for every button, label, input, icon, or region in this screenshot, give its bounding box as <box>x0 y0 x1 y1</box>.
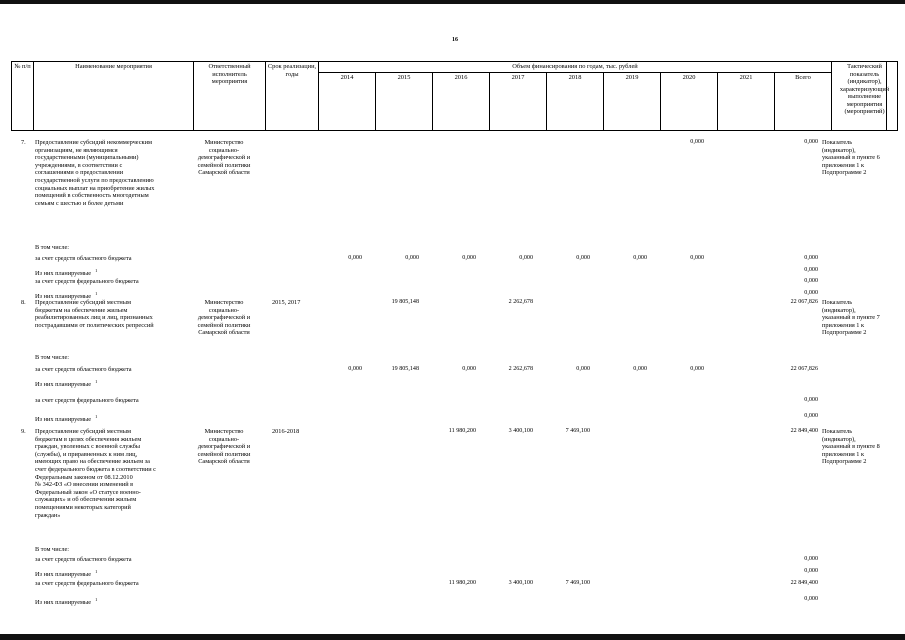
col-indicator: Тактический показатель (индикатор), характеризующий выполнение мероприятия (мероприятий) <box>832 62 898 131</box>
row-indicator-line: приложения 1 к <box>822 321 865 329</box>
row-indicator-line: (индикатор), <box>822 435 856 443</box>
footnote-mark: 1 <box>95 379 98 384</box>
row-name-line: помещений в собственность многодетным <box>35 192 149 200</box>
row-name-line: Предоставление субсидий некоммерческим <box>35 139 152 146</box>
sub-row-label: за счет средств федерального бюджета <box>35 397 139 404</box>
row-value-2018: 7 469,100 <box>565 428 590 434</box>
row-executor-line: семейной политики <box>197 321 251 329</box>
sub-row-value-total: 0,000 <box>804 290 818 296</box>
row-executor-line: Министерство <box>204 299 244 306</box>
sub-row-value-2016: 0,000 <box>462 255 476 261</box>
row-name-line: семьям с шестью и более детьми <box>35 199 124 207</box>
row-executor-line: семейной политики <box>197 450 251 458</box>
row-value-2020: 0,000 <box>690 139 704 145</box>
row-value-total: 22 849,400 <box>790 428 818 434</box>
sub-row-value-total: 0,000 <box>804 397 818 403</box>
row-indicator-line: приложения 1 к <box>822 450 865 458</box>
year-2019: 2019 <box>604 72 661 130</box>
col-funding: Объем финансирования по годам, тыс. рублей <box>319 62 832 73</box>
row-executor-line: Министерство <box>204 428 244 435</box>
sub-row-value-2015: 0,000 <box>405 255 419 261</box>
row-value-total: 22 067,826 <box>790 299 818 305</box>
row-name-line: Федеральный закон «О статусе военно- <box>35 488 141 496</box>
row-name-line: учреждениями, в соответствии с <box>35 161 123 169</box>
row-executor-line: Министерство <box>204 139 244 146</box>
sub-row-label: за счет средств федерального бюджета <box>35 278 139 285</box>
row-name-line: соглашениями о предоставлении <box>35 169 124 177</box>
year-2018: 2018 <box>547 72 604 130</box>
row-number: 8. <box>21 299 26 306</box>
row-indicator-line: Подпрограмме 2 <box>822 169 867 177</box>
row-value-2016: 11 980,200 <box>448 428 476 434</box>
sub-row-value-total: 22 849,400 <box>790 580 818 586</box>
row-name-line: бюджетам на обеспечение жильем <box>35 306 128 314</box>
row-name-line: Предоставление субсидий местным <box>35 299 132 306</box>
row-executor-line: демографической и <box>197 154 251 162</box>
row-name-line: социальных выплат на приобретение жилых <box>35 184 155 192</box>
sub-row-label: за счет средств федерального бюджета <box>35 580 139 587</box>
sub-row-label: В том числе: <box>35 354 70 361</box>
sub-row-label: В том числе: <box>35 244 70 251</box>
row-executor-line: социально- <box>208 306 240 314</box>
table-right-rule <box>886 61 887 131</box>
footnote-mark: 1 <box>95 291 98 296</box>
sub-row-value-total: 0,000 <box>804 413 818 419</box>
sub-row-label: Из них планируемые $^1$ <box>35 597 98 607</box>
row-executor-line: семейной политики <box>197 161 251 169</box>
sub-row-label: Из них планируемые $^1$ <box>35 268 98 278</box>
row-name-line: имеющих право на обеспечение жильем за <box>35 458 150 466</box>
footnote-mark: 1 <box>95 569 98 574</box>
sub-row-label: за счет средств областного бюджета <box>35 255 132 262</box>
sub-row-value-total: 0,000 <box>804 255 818 261</box>
year-2020: 2020 <box>661 72 718 130</box>
sub-row-value-2020: 0,000 <box>690 255 704 261</box>
row-value-total: 0,000 <box>804 139 818 145</box>
col-term: Срок реализации, годы <box>266 62 319 131</box>
row-term: 2016-2018 <box>272 428 300 435</box>
sub-row-value-2016: 0,000 <box>462 366 476 372</box>
row-value-2017: 3 400,100 <box>508 428 533 434</box>
sub-row-value-total: 0,000 <box>804 267 818 273</box>
sub-row-value-2019: 0,000 <box>633 255 647 261</box>
row-indicator-line: (индикатор), <box>822 306 856 314</box>
row-executor-line: социально- <box>208 435 240 443</box>
row-term: 2015, 2017 <box>272 299 301 306</box>
row-indicator-line: указанный в пункте 6 <box>822 154 880 162</box>
row-indicator-line: Показатель <box>822 299 853 306</box>
row-name-line: служащих» и об обеспечении жильем <box>35 496 137 504</box>
row-executor-line: Самарской области <box>198 169 250 177</box>
col-executor: Ответственный исполнитель мероприятия <box>194 62 266 131</box>
year-2015: 2015 <box>376 72 433 130</box>
sub-row-value-total: 0,000 <box>804 556 818 562</box>
row-value-2017: 2 262,678 <box>508 299 533 305</box>
row-name-line: помещениями некоторых категорий <box>35 504 131 511</box>
sub-row-value-2019: 0,000 <box>633 366 647 372</box>
row-indicator-line: Показатель <box>822 428 853 435</box>
row-indicator-line: Подпрограмме 2 <box>822 458 867 466</box>
sub-row-value-2014: 0,000 <box>348 255 362 261</box>
row-executor-line: Самарской области <box>198 329 250 337</box>
row-name-line: граждан, уволенных с военной службы <box>35 443 141 451</box>
col-no: № п/п <box>12 62 34 131</box>
sub-row-value-2017: 2 262,678 <box>508 366 533 372</box>
sub-row-label: В том числе: <box>35 546 70 553</box>
top-border <box>0 0 905 4</box>
col-name: Наименование мероприятия <box>34 62 194 131</box>
sub-row-value-2018: 0,000 <box>576 255 590 261</box>
row-name-line: организациям, не являющимся <box>35 146 118 154</box>
sub-row-value-2020: 0,000 <box>690 366 704 372</box>
page-number: 16 <box>452 37 458 43</box>
row-name-line: (службы), и приравненных к ним лиц, <box>35 450 138 458</box>
row-executor-line: демографической и <box>197 443 251 451</box>
year-2014: 2014 <box>319 72 376 130</box>
sub-row-value-total: 0,000 <box>804 278 818 284</box>
row-indicator-line: указанный в пункте 7 <box>822 314 880 322</box>
bottom-border <box>0 634 905 640</box>
sub-row-value-2014: 0,000 <box>348 366 362 372</box>
row-name-line: № 342-ФЗ «О внесении изменений в <box>35 481 134 489</box>
year-2017: 2017 <box>490 72 547 130</box>
sub-row-value-2015: 19 805,148 <box>391 366 419 372</box>
row-indicator-line: приложения 1 к <box>822 161 865 169</box>
row-indicator-line: Показатель <box>822 139 853 146</box>
footnote-mark: 1 <box>95 414 98 419</box>
row-value-2015: 19 805,148 <box>391 299 419 305</box>
sub-row-label: за счет средств областного бюджета <box>35 366 132 373</box>
row-name-line: бюджетам в целях обеспечения жильем <box>35 435 142 443</box>
row-number: 7. <box>21 139 26 146</box>
sub-row-label: Из них планируемые $^1$ <box>35 291 98 301</box>
sub-row-label: Из них планируемые $^1$ <box>35 414 98 424</box>
footnote-mark: 1 <box>95 268 98 273</box>
sub-row-label: Из них планируемые $^1$ <box>35 569 98 579</box>
row-name-line: государственными (муниципальными) <box>35 154 139 162</box>
row-indicator-line: (индикатор), <box>822 146 856 154</box>
row-executor-line: демографической и <box>197 314 251 322</box>
row-indicator-line: указанный в пункте 8 <box>822 443 880 451</box>
row-name-line: Федеральным законом от 08.12.2010 <box>35 473 133 481</box>
row-name-line: реабилитированных лиц и лиц, признанных <box>35 314 153 322</box>
sub-row-value-total: 0,000 <box>804 568 818 574</box>
row-executor-line: Самарской области <box>198 458 250 466</box>
row-name-line: Предоставление субсидий местным <box>35 428 132 435</box>
sub-row-value-2018: 7 469,100 <box>565 580 590 586</box>
row-name-line: пострадавшими от политических репрессий <box>35 321 154 329</box>
sub-row-value-2018: 0,000 <box>576 366 590 372</box>
row-name-line: счет федерального бюджета в соответствии с <box>35 466 156 473</box>
row-number: 9. <box>21 428 26 435</box>
row-name-line: граждан» <box>35 511 61 519</box>
sub-row-value-total: 22 067,826 <box>790 366 818 372</box>
sub-row-value-total: 0,000 <box>804 596 818 602</box>
year-total: Всего <box>775 72 832 130</box>
sub-row-label: Из них планируемые $^1$ <box>35 379 98 389</box>
sub-row-value-2016: 11 980,200 <box>448 580 476 586</box>
sub-row-label: за счет средств областного бюджета <box>35 556 132 563</box>
row-name-line: государственной услуги по предоставлению <box>35 177 154 184</box>
year-2021: 2021 <box>718 72 775 130</box>
row-executor-line: социально- <box>208 146 240 154</box>
row-indicator-line: Подпрограмме 2 <box>822 329 867 337</box>
table-header <box>11 61 898 131</box>
sub-row-value-2017: 3 400,100 <box>508 580 533 586</box>
sub-row-value-2017: 0,000 <box>519 255 533 261</box>
footnote-mark: 1 <box>95 597 98 602</box>
year-2016: 2016 <box>433 72 490 130</box>
